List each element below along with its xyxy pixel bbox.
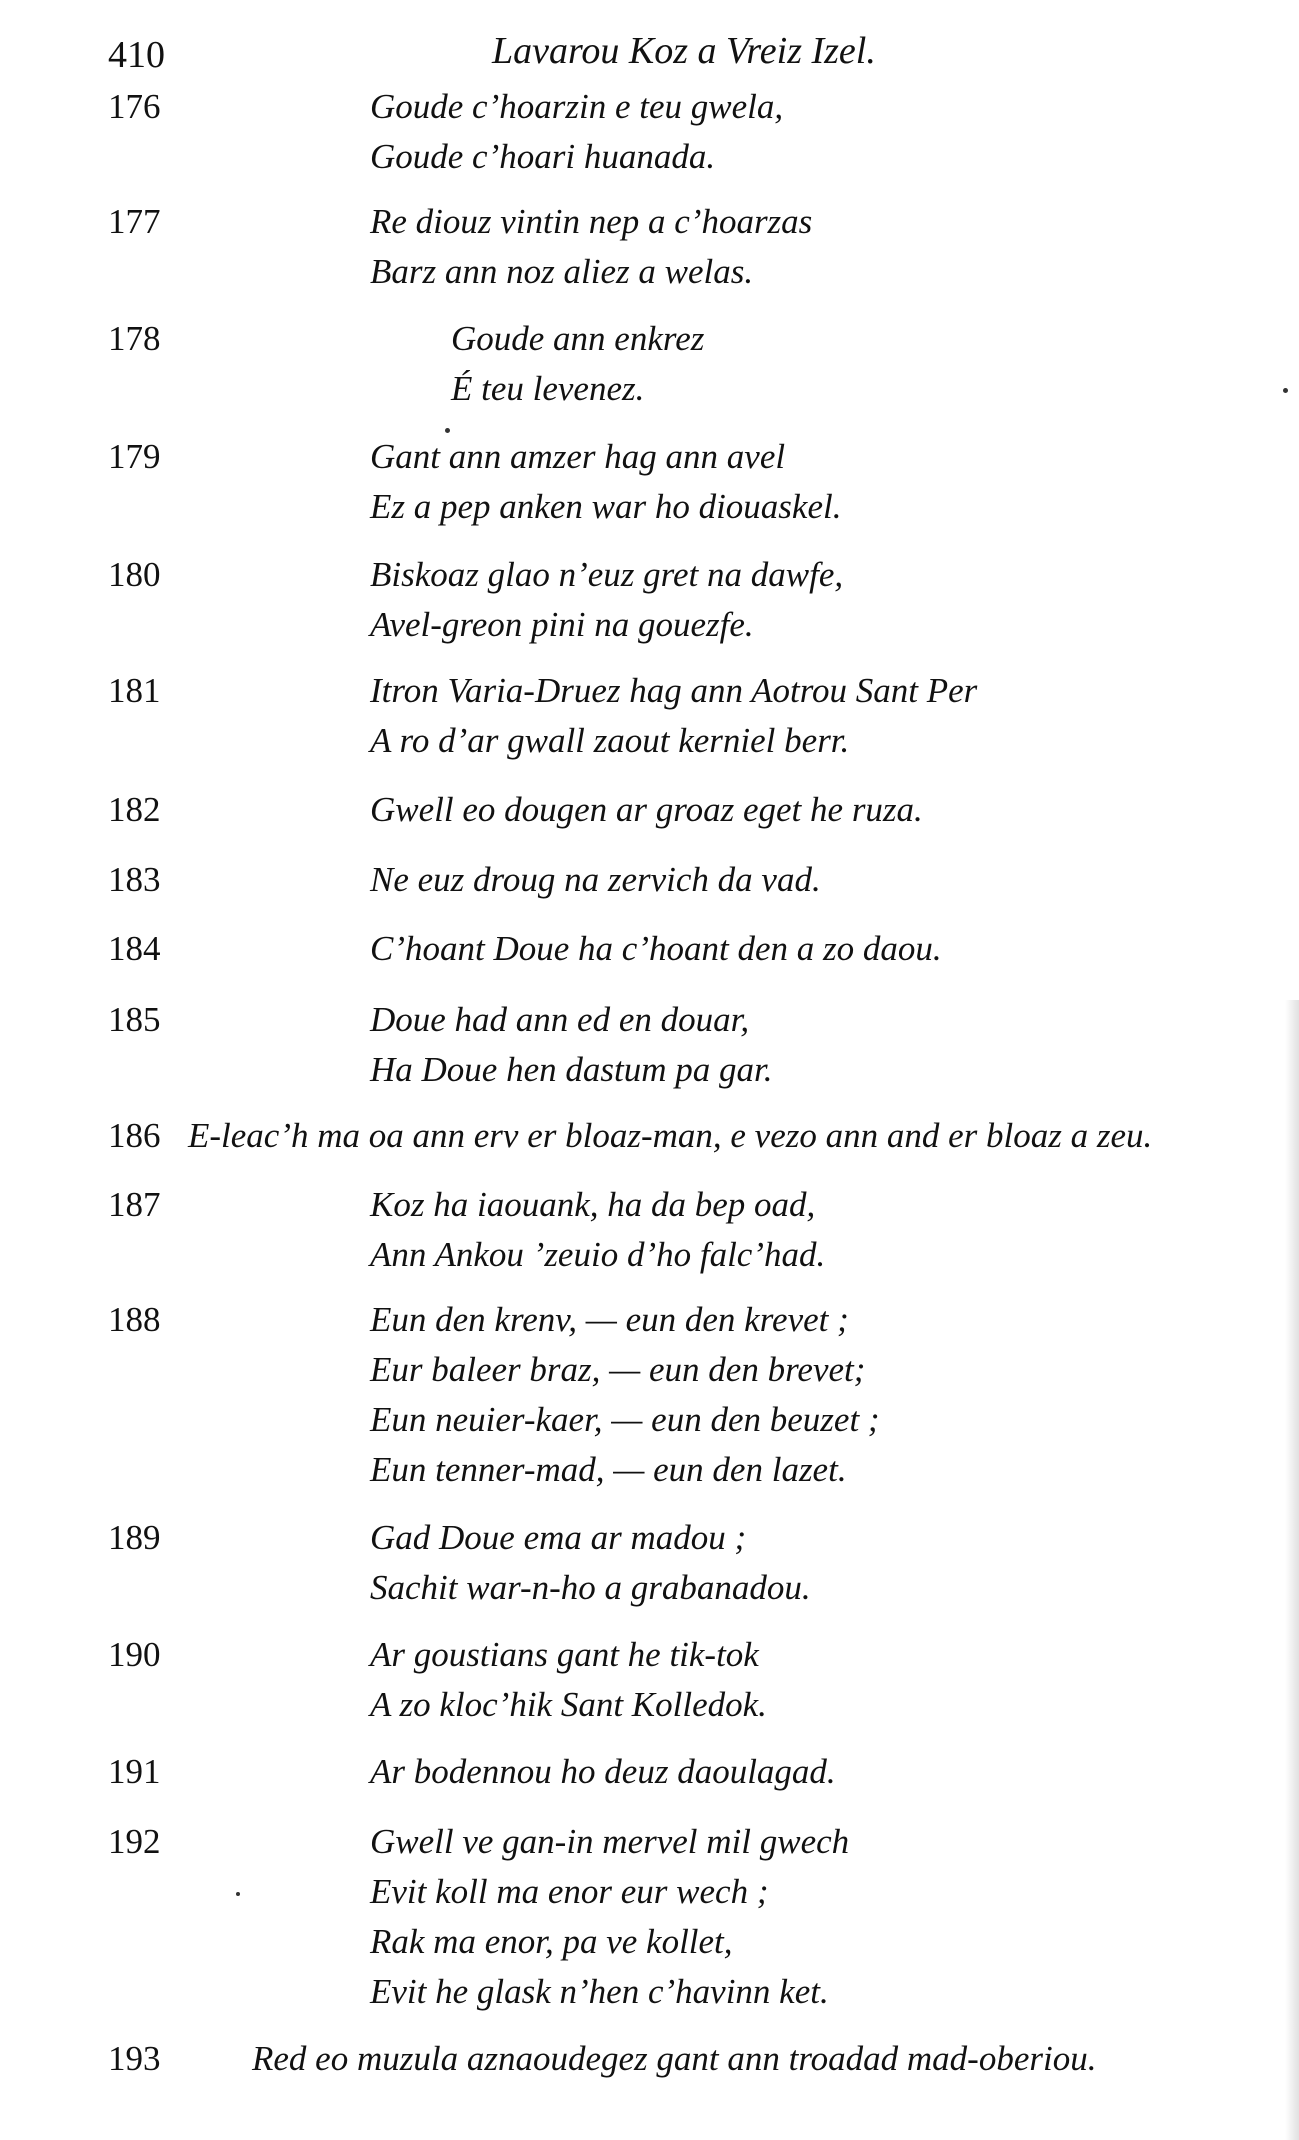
proverb-line: Ar goustians gant he tik-tok — [370, 1635, 759, 1674]
proverb-text — [370, 1513, 811, 1613]
proverb-line: Evit koll ma enor eur wech ; — [370, 1872, 769, 1911]
proverb-number: 176 — [108, 87, 161, 126]
print-speck — [1283, 388, 1288, 393]
proverb-text — [370, 197, 812, 297]
proverb-number: 187 — [108, 1185, 161, 1224]
proverb-text — [370, 1817, 849, 2017]
proverb-line: Ne euz droug na zervich da vad. — [370, 860, 821, 899]
page-edge-shadow — [1285, 1000, 1299, 2140]
proverb-text — [370, 82, 783, 182]
proverb-number: 193 — [108, 2039, 161, 2078]
proverb-line: A ro d’ar gwall zaout kerniel berr. — [370, 721, 850, 760]
proverb-number: 180 — [108, 555, 161, 594]
proverb-line: Goude c’hoari huanada. — [370, 137, 716, 176]
proverb-number: 177 — [108, 202, 161, 241]
proverb-number: 184 — [108, 929, 161, 968]
proverb-number: 183 — [108, 860, 161, 899]
proverb-line: Ar bodennou ho deuz daoulagad. — [370, 1752, 836, 1791]
proverb-text — [370, 1630, 767, 1730]
proverb-text — [370, 432, 841, 532]
proverb-line: E-leac’h ma oa ann erv er bloaz-man, e vezo ann and er bloaz a zeu. — [188, 1116, 1153, 1155]
proverb-text — [370, 1747, 836, 1797]
proverb-line: Biskoaz glao n’euz gret na dawfe, — [370, 555, 844, 594]
proverb-number: 178 — [108, 319, 161, 358]
proverb-line: Sachit war-n-ho a grabanadou. — [370, 1568, 811, 1607]
proverb-line: Eun tenner-mad, — eun den lazet. — [370, 1450, 847, 1489]
proverb-number: 186 — [108, 1116, 161, 1155]
proverb-line: Rak ma enor, pa ve kollet, — [370, 1922, 733, 1961]
proverb-line: Itron Varia-Druez hag ann Aotrou Sant Per — [370, 671, 978, 710]
proverb-number: 190 — [108, 1635, 161, 1674]
proverb-number: 188 — [108, 1300, 161, 1339]
proverb-line: Goude ann enkrez — [451, 319, 705, 358]
proverb-line: Eur baleer braz, — eun den brevet; — [370, 1350, 866, 1389]
proverb-line: Evit he glask n’hen c’havinn ket. — [370, 1972, 829, 2011]
proverb-line: Goude c’hoarzin e teu gwela, — [370, 87, 784, 126]
proverb-number: 189 — [108, 1518, 161, 1557]
proverb-text — [370, 666, 977, 766]
proverb-text — [370, 924, 942, 974]
proverb-number: 181 — [108, 671, 161, 710]
proverb-line: Barz ann noz aliez a welas. — [370, 252, 754, 291]
proverb-number: 185 — [108, 1000, 161, 1039]
proverb-line: Gwell eo dougen ar groaz eget he ruza. — [370, 790, 923, 829]
proverb-line: A zo kloc’hik Sant Kolledok. — [370, 1685, 767, 1724]
proverb-line: Doue had ann ed en douar, — [370, 1000, 750, 1039]
proverb-text — [370, 855, 821, 905]
proverb-number: 191 — [108, 1752, 161, 1791]
proverb-line: Ez a pep anken war ho diouaskel. — [370, 487, 842, 526]
proverb-text — [370, 1295, 880, 1495]
proverb-line: Ann Ankou ’zeuio d’ho falc’had. — [370, 1235, 826, 1274]
proverb-text — [188, 1111, 1152, 1161]
proverb-text — [370, 785, 923, 835]
proverb-text — [370, 995, 772, 1095]
proverb-text — [370, 1180, 825, 1280]
proverb-line: Eun neuier-kaer, — eun den beuzet ; — [370, 1400, 880, 1439]
running-title: Lavarou Koz a Vreiz Izel. — [492, 30, 876, 72]
proverb-text — [451, 314, 704, 414]
proverb-line: Gwell ve gan-in mervel mil gwech — [370, 1822, 850, 1861]
proverb-line: Eun den krenv, — eun den krevet ; — [370, 1300, 849, 1339]
proverb-line: Koz ha iaouank, ha da bep oad, — [370, 1185, 816, 1224]
proverb-text — [252, 2034, 1096, 2084]
proverb-line: Avel-greon pini na gouezfe. — [370, 605, 754, 644]
proverb-line: Red eo muzula aznaoudegez gant ann troadad mad-oberiou. — [252, 2039, 1097, 2078]
proverb-number: 182 — [108, 790, 161, 829]
page-number: 410 — [108, 34, 165, 76]
proverb-line: Gad Doue ema ar madou ; — [370, 1518, 747, 1557]
print-speck — [236, 1892, 240, 1896]
proverb-text — [370, 550, 843, 650]
proverb-line: Gant ann amzer hag ann avel — [370, 437, 786, 476]
proverb-number: 179 — [108, 437, 161, 476]
proverb-line: Re diouz vintin nep a c’hoarzas — [370, 202, 813, 241]
proverb-number: 192 — [108, 1822, 161, 1861]
proverb-line: Ha Doue hen dastum pa gar. — [370, 1050, 773, 1089]
proverb-line: C’hoant Doue ha c’hoant den a zo daou. — [370, 929, 942, 968]
proverb-line: É teu levenez. — [451, 369, 645, 408]
